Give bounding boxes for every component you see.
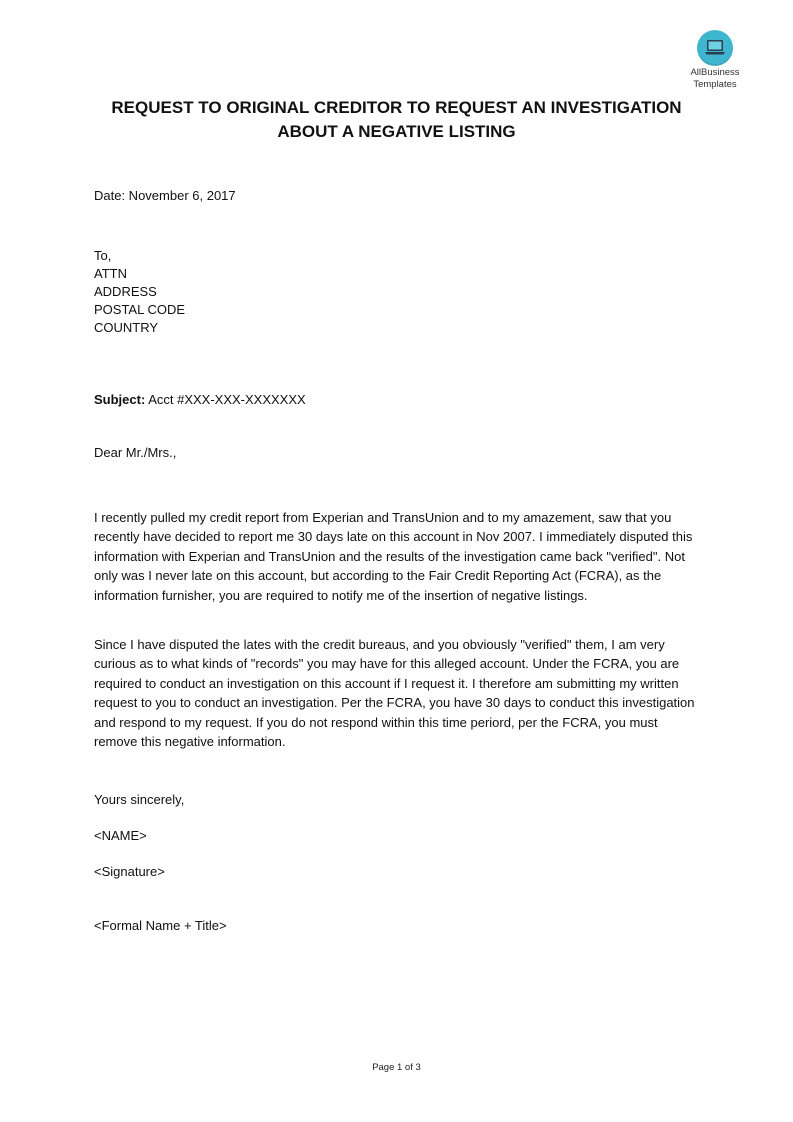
- recipient-postal-code: POSTAL CODE: [94, 302, 186, 317]
- title-line-2: ABOUT A NEGATIVE LISTING: [277, 122, 516, 141]
- body-paragraph-1: I recently pulled my credit report from Experian and TransUnion and to my amazement, saw that you recently have decided to report me 30 days late on this account in Nov 2007. I immediately disputed this information with Experian and TransUnion and the results of the investigation came back "verified". Not only was I never late on this account, but according to the Fair Credit Reporting Act (FCRA), as the information furnisher, you are required to notify me of the insertion of negative listings.: [94, 510, 693, 603]
- page-indicator: Page 1 of 3: [372, 1062, 421, 1073]
- letter-date: Date: November 6, 2017: [94, 188, 236, 203]
- title-line-1: REQUEST TO ORIGINAL CREDITOR TO REQUEST AN INVESTIGATION: [111, 98, 682, 117]
- document-title: [60, 96, 733, 144]
- closing: Yours sincerely,: [94, 792, 185, 807]
- brand-name-line1: AllBusiness: [690, 67, 740, 78]
- recipient-address-line: ADDRESS: [94, 284, 157, 299]
- subject-value: Acct #XXX-XXX-XXXXXXX: [145, 392, 306, 407]
- recipient-attn: ATTN: [94, 266, 127, 281]
- greeting: Dear Mr./Mrs.,: [94, 445, 177, 460]
- body-paragraph-2: Since I have disputed the lates with the credit bureaus, and you obviously "verified" them, I am very curious as to what kinds of "records" you may have for this alleged account. Under the FCRA, you are required to conduct an investigation on this account if I request it. I therefore am submitting my written request to you to conduct an investigation. Per the FCRA, you have 30 days to conduct this investigation and respond to my request. If you do not respond within this time periord, per the FCRA, you must remove this negative information.: [94, 637, 695, 750]
- subject-line: [94, 391, 306, 409]
- recipient-to: To,: [94, 248, 112, 263]
- brand-name-line2: Templates: [693, 79, 737, 90]
- recipient-address: [94, 247, 185, 337]
- name-placeholder: <NAME>: [94, 828, 147, 843]
- recipient-country: COUNTRY: [94, 320, 159, 335]
- laptop-icon: [697, 30, 733, 66]
- subject-label: Subject:: [94, 392, 146, 407]
- brand-logo: [684, 30, 746, 90]
- signature-placeholder: <Signature>: [94, 864, 165, 879]
- formal-name-placeholder: <Formal Name + Title>: [94, 918, 227, 933]
